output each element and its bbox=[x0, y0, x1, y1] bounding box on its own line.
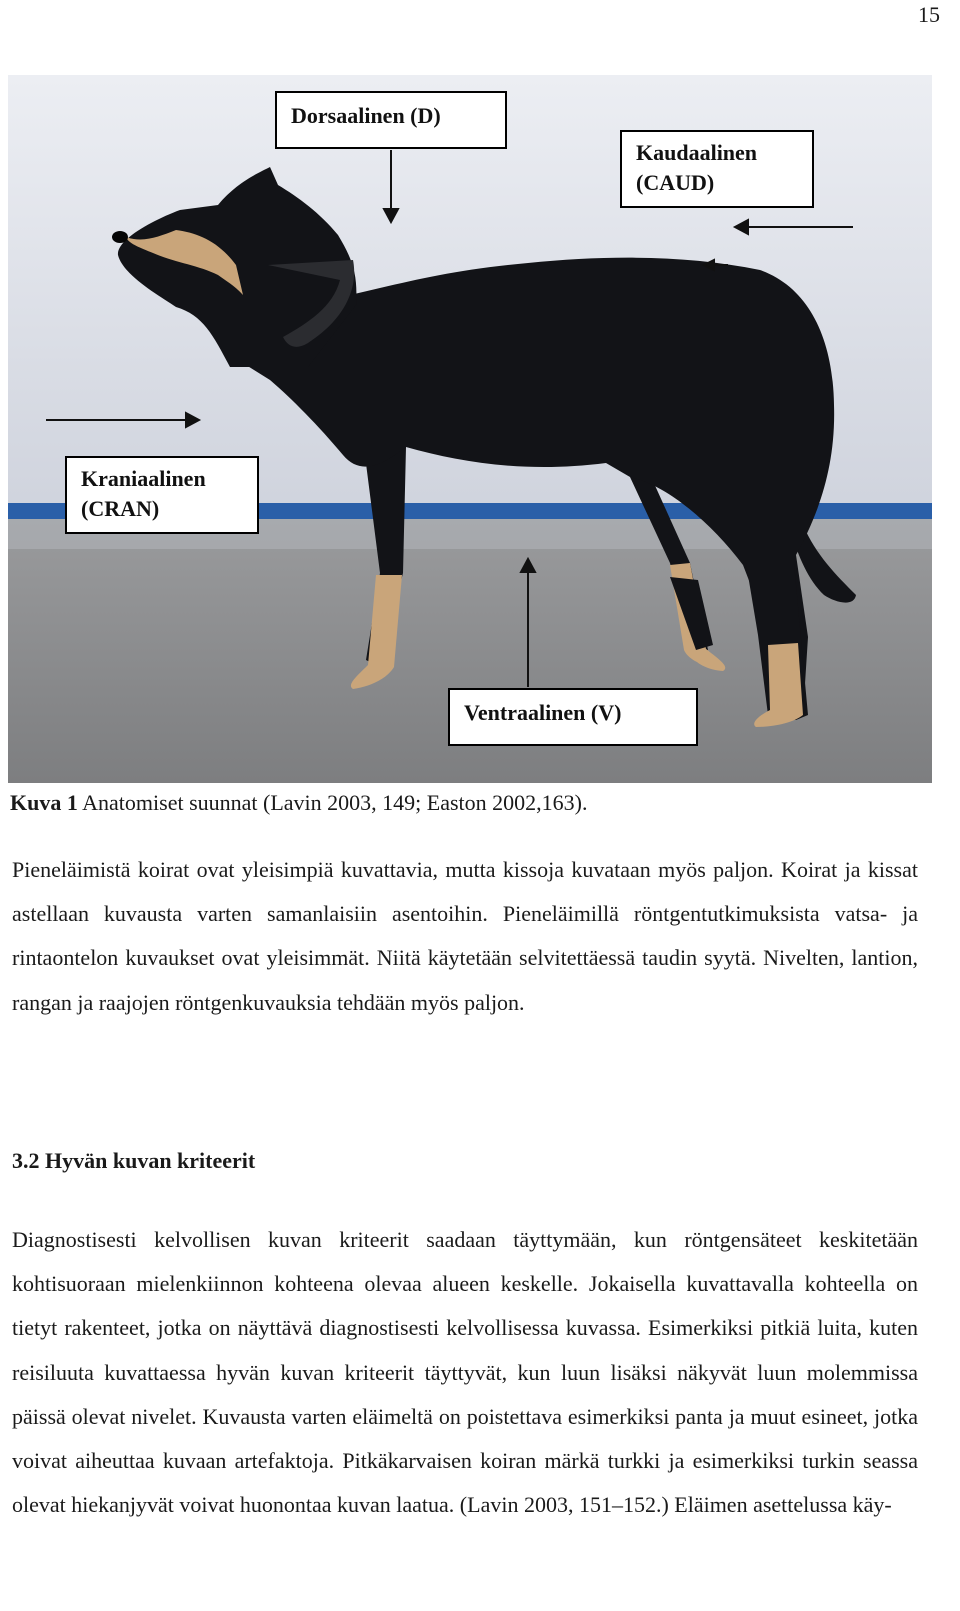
label-caudal-text-2: (CAUD) bbox=[636, 170, 715, 195]
body-paragraph-2: Diagnostisesti kelvollisen kuvan kriteerit saadaan täyttymään, kun röntgensäteet keskitetään kohtisuoraan mielenkiinnon kohteena olevaa alueen keskelle. Jokaisella kuvattavalla kohteella on tietyt rakenteet, jotka on näyttävä diagnostisesti kelvollisessa kuvassa. Esimerkiksi pitkiä luita, kuten reisiluuta kuvattaessa hyvän kuvan kriteerit täyttyvät, kun luun lisäksi näkyvät luun molemmissa päissä olevat nivelet. Kuvausta varten eläimeltä on poistettava esimerkiksi panta ja muut esineet, jotka voivat aiheuttaa kuvaan artefaktoja. Pitkäkarvaisen koiran märkä turkki ja esimerkiksi turkin seassa olevat hiekanjyvät voivat huonontaa kuvan laatua. (Lavin 2003, 151–152.) Eläimen asettelussa käy- bbox=[12, 1227, 918, 1518]
caption-label: Kuva 1 bbox=[10, 790, 78, 815]
label-ventral bbox=[448, 688, 698, 746]
label-cranial-text-2: (CRAN) bbox=[81, 496, 160, 521]
label-dorsal bbox=[275, 91, 507, 149]
body-paragraph-1: Pieneläimistä koirat ovat yleisimpiä kuvattavia, mutta kissoja kuvataan myös paljon. Koirat ja kissat astellaan kuvausta varten samanlaisiin asentoihin. Pieneläimillä röntgentutkimuksista vatsa- ja rintaontelon kuvaukset ovat yleisimmät. Niitä käytetään selvitettäessä taudin syytä. Nivelten, lantion, rangan ja raajojen röntgenkuvauksia tehdään myös paljon. bbox=[12, 857, 918, 1015]
label-dorsal-text: Dorsaalinen (D) bbox=[291, 103, 441, 128]
caption-text: Anatomiset suunnat (Lavin 2003, 149; Easton 2002,163). bbox=[77, 790, 588, 815]
label-caudal bbox=[620, 130, 814, 208]
label-cranial-text-1: Kraniaalinen bbox=[81, 466, 206, 491]
figure-caption bbox=[10, 790, 587, 816]
dog-anatomy-figure bbox=[8, 75, 932, 783]
section-heading: 3.2 Hyvän kuvan kriteerit bbox=[12, 1148, 256, 1173]
label-ventral-text: Ventraalinen (V) bbox=[464, 700, 622, 725]
label-cranial bbox=[65, 456, 259, 534]
page-number: 15 bbox=[918, 2, 940, 27]
label-caudal-text-1: Kaudaalinen bbox=[636, 140, 758, 165]
